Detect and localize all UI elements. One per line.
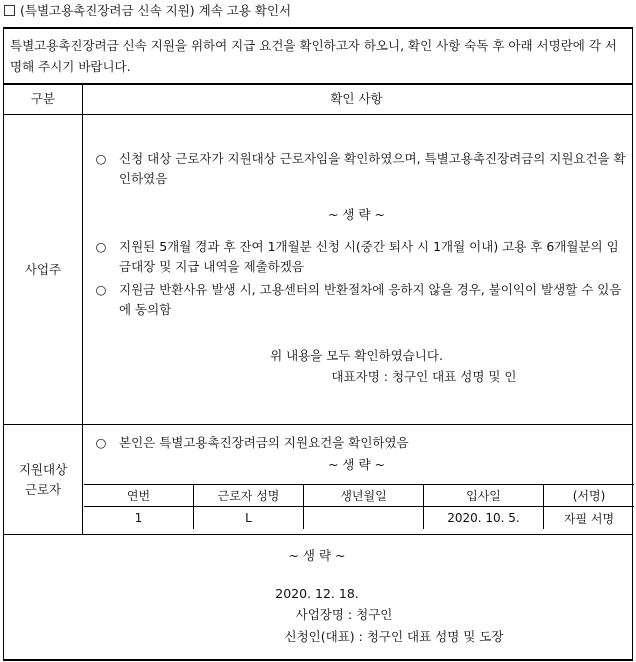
confirmation-table [3, 83, 633, 661]
applicant-signature: 신청인(대표) : 청구인 대표 성명 및 도장 [284, 629, 504, 644]
cell-hire-date: 2020. 10. 5. [424, 507, 544, 529]
employer-item-1 [91, 149, 629, 189]
worker-item-1-text: 본인은 특별고용촉진장려금의 지원요건을 확인하였음 [119, 435, 409, 450]
cell-worker-name: L [194, 507, 304, 529]
employer-label: 사업주 [24, 261, 62, 277]
employer-item-1-text: 신청 대상 근로자가 지원대상 근로자임을 확인하였으며, 특별고용촉진장려금의 지원요건을 확인하였음 [119, 151, 626, 186]
worker-label [4, 425, 82, 534]
employer-confirm-text: 위 내용을 모두 확인하였습니다. [270, 348, 443, 363]
header-category: 구분 [30, 91, 56, 106]
employer-line [4, 424, 632, 425]
employer-omit: ~ 생 략 ~ [327, 207, 386, 222]
representative-sign: 대표자명 : 청구인 대표 성명 및 인 [331, 369, 517, 384]
circle-bullet-icon: ○ [95, 282, 107, 297]
subtable-header-name: 근로자 성명 [194, 484, 304, 506]
intro-box [3, 27, 633, 83]
employer-item-3-text: 지원금 반환사유 발생 시, 고용센터의 반환절차에 응하지 않을 경우, 불이익이 발생할 수 있음에 동의함 [119, 282, 622, 317]
cell-no: 1 [84, 507, 194, 529]
cell-birth-date [304, 507, 424, 529]
table-row [84, 507, 634, 529]
worker-omit: ~ 생 략 ~ [327, 457, 386, 472]
employer-item-2 [91, 237, 629, 277]
form-title-text: (특별고용촉진장려금 신속 지원) 계속 고용 확인서 [20, 3, 292, 18]
subtable-header-birth: 생년월일 [304, 484, 424, 506]
header-line [4, 114, 632, 115]
circle-bullet-icon: ○ [95, 151, 107, 166]
employer-item-3 [91, 280, 629, 320]
application-date: 2020. 12. 18. [275, 586, 359, 601]
intro-text: 특별고용촉진장려금 신속 지원을 위하여 지급 요건을 확인하고자 하오니, 확인 사항 숙독 후 아래 서명란에 각 서명해 주시기 바랍니다. [10, 38, 617, 74]
footer-omit: ~ 생 략 ~ [288, 548, 346, 563]
employer-item-2-text: 지원된 5개월 경과 후 잔여 1개월분 신청 시(중간 퇴사 시 1개월 이내) 고용 후 6개월분의 임금대장 및 지급 내역을 제출하겠음 [119, 239, 619, 274]
subtable-header-hire-date: 입사일 [424, 484, 544, 506]
worker-signature-table [84, 484, 634, 528]
cell-signature: 자필 서명 [563, 511, 615, 526]
circle-bullet-icon: ○ [95, 239, 107, 254]
worker-label-line2: 근로자 [24, 481, 62, 497]
worker-label-line1: 지원대상 [18, 461, 68, 477]
subtable-header-no: 연번 [84, 484, 194, 506]
worker-line [4, 534, 632, 535]
subtable-header-signature: (서명) [572, 488, 606, 503]
form-title [4, 2, 291, 20]
circle-bullet-icon: ○ [95, 435, 107, 450]
checkbox-icon [4, 5, 15, 16]
worker-item-1 [91, 433, 629, 453]
header-confirmation: 확인 사항 [330, 91, 383, 106]
workplace-name: 사업장명 : 청구인 [295, 607, 393, 622]
subtable-header-row [84, 484, 634, 506]
